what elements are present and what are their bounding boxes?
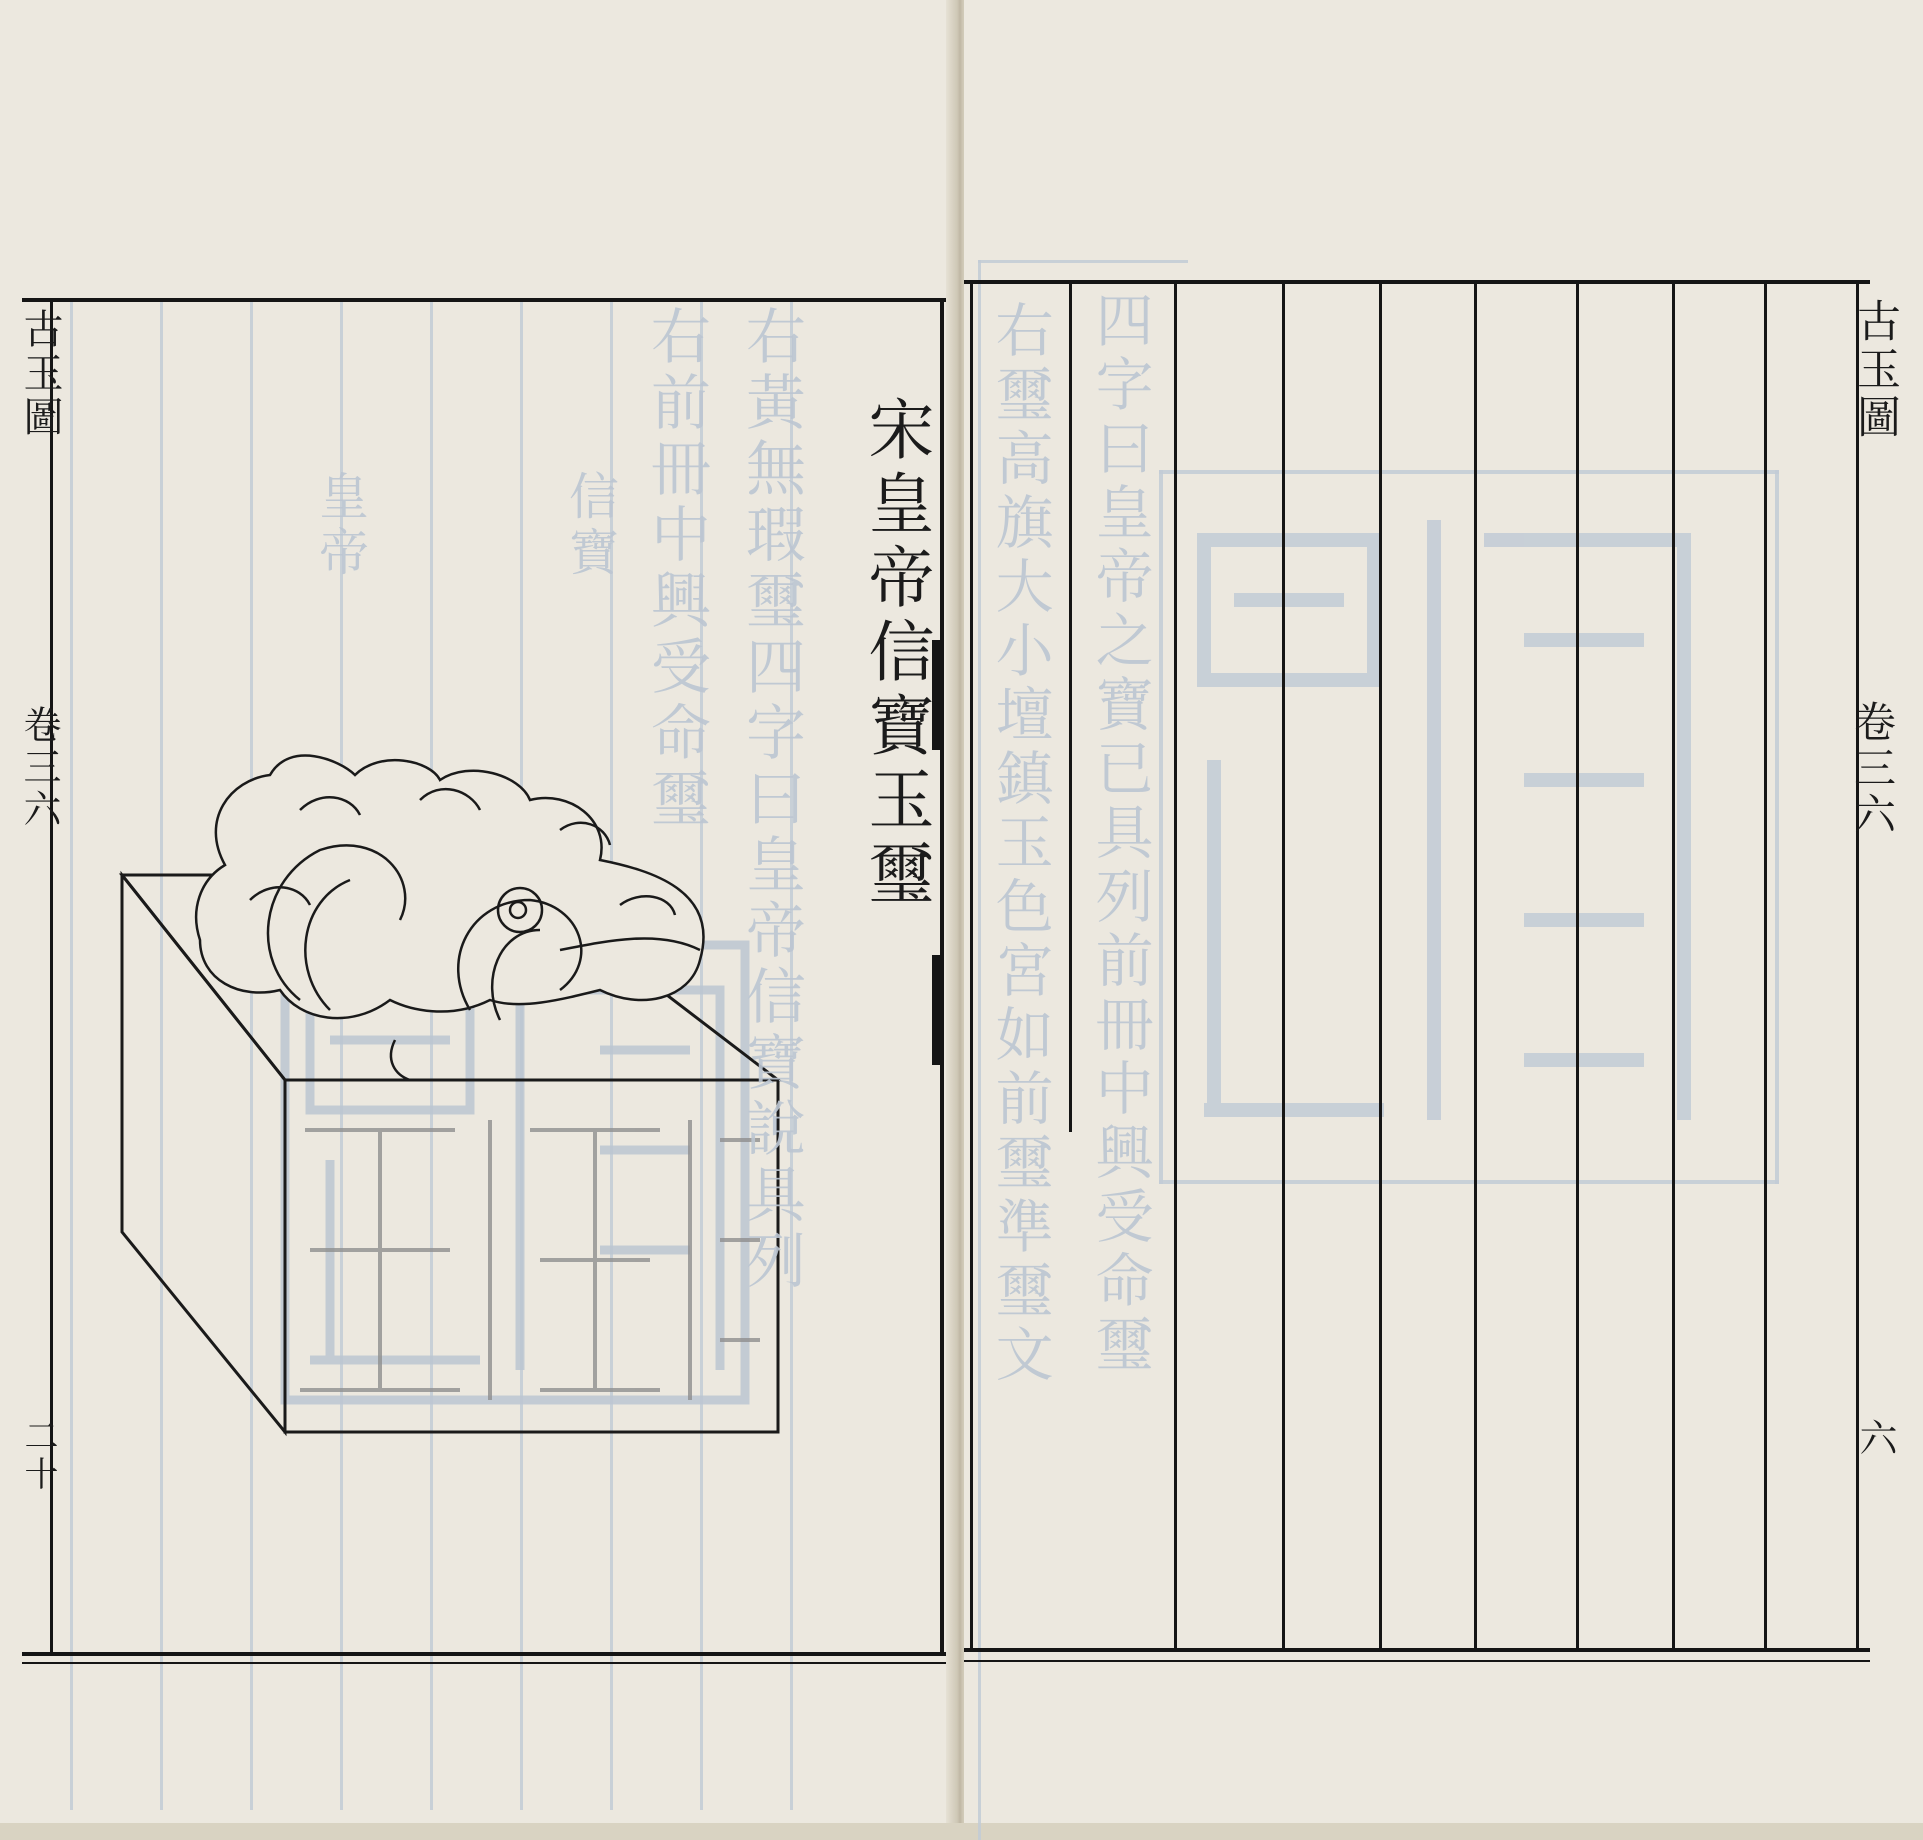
top-frame-rule <box>964 280 1870 284</box>
show-through-text: 皇帝 <box>311 470 369 582</box>
show-through-text: 右前冊中興受命璽 <box>641 305 711 833</box>
bottom-frame-rule-inner <box>964 1660 1870 1662</box>
book-title-margin: 古玉圖 <box>17 308 63 440</box>
column-rule <box>1576 282 1579 1652</box>
column-rule <box>1069 282 1072 1132</box>
inner-frame-rule <box>970 282 973 1652</box>
page-number-margin: 二十 <box>18 1418 58 1494</box>
column-rule <box>1282 282 1285 1652</box>
show-through-text: 四字曰皇帝之寶已具列前冊中興受命璽 <box>1085 290 1154 1378</box>
column-rule <box>1379 282 1382 1652</box>
column-rule <box>1672 282 1675 1652</box>
juan-label-margin: 卷三六 <box>1848 700 1897 838</box>
bottom-frame-rule <box>964 1648 1870 1652</box>
right-page <box>964 0 1923 1823</box>
column-rule <box>1174 282 1177 1652</box>
jade-seal-illustration <box>0 0 956 1823</box>
plate-title: 宋皇帝信寶玉璽 <box>857 395 934 913</box>
juan-label-margin: 卷三六 <box>17 705 61 831</box>
show-through-text: 右黃無瑕璽四字曰皇帝信寶說具列 <box>736 305 806 1295</box>
coiled-dragon-knob <box>196 756 703 1080</box>
left-page <box>0 0 956 1823</box>
page-number-margin: 六 <box>1853 1418 1897 1460</box>
book-title-margin: 古玉圖 <box>1849 298 1900 442</box>
column-rule <box>1474 282 1477 1652</box>
show-through-text: 右璽高旗大小壇鎮玉色宮如前璽準璽文 <box>985 300 1054 1388</box>
show-through-text: 信寶 <box>561 470 619 582</box>
column-rule <box>1764 282 1767 1652</box>
